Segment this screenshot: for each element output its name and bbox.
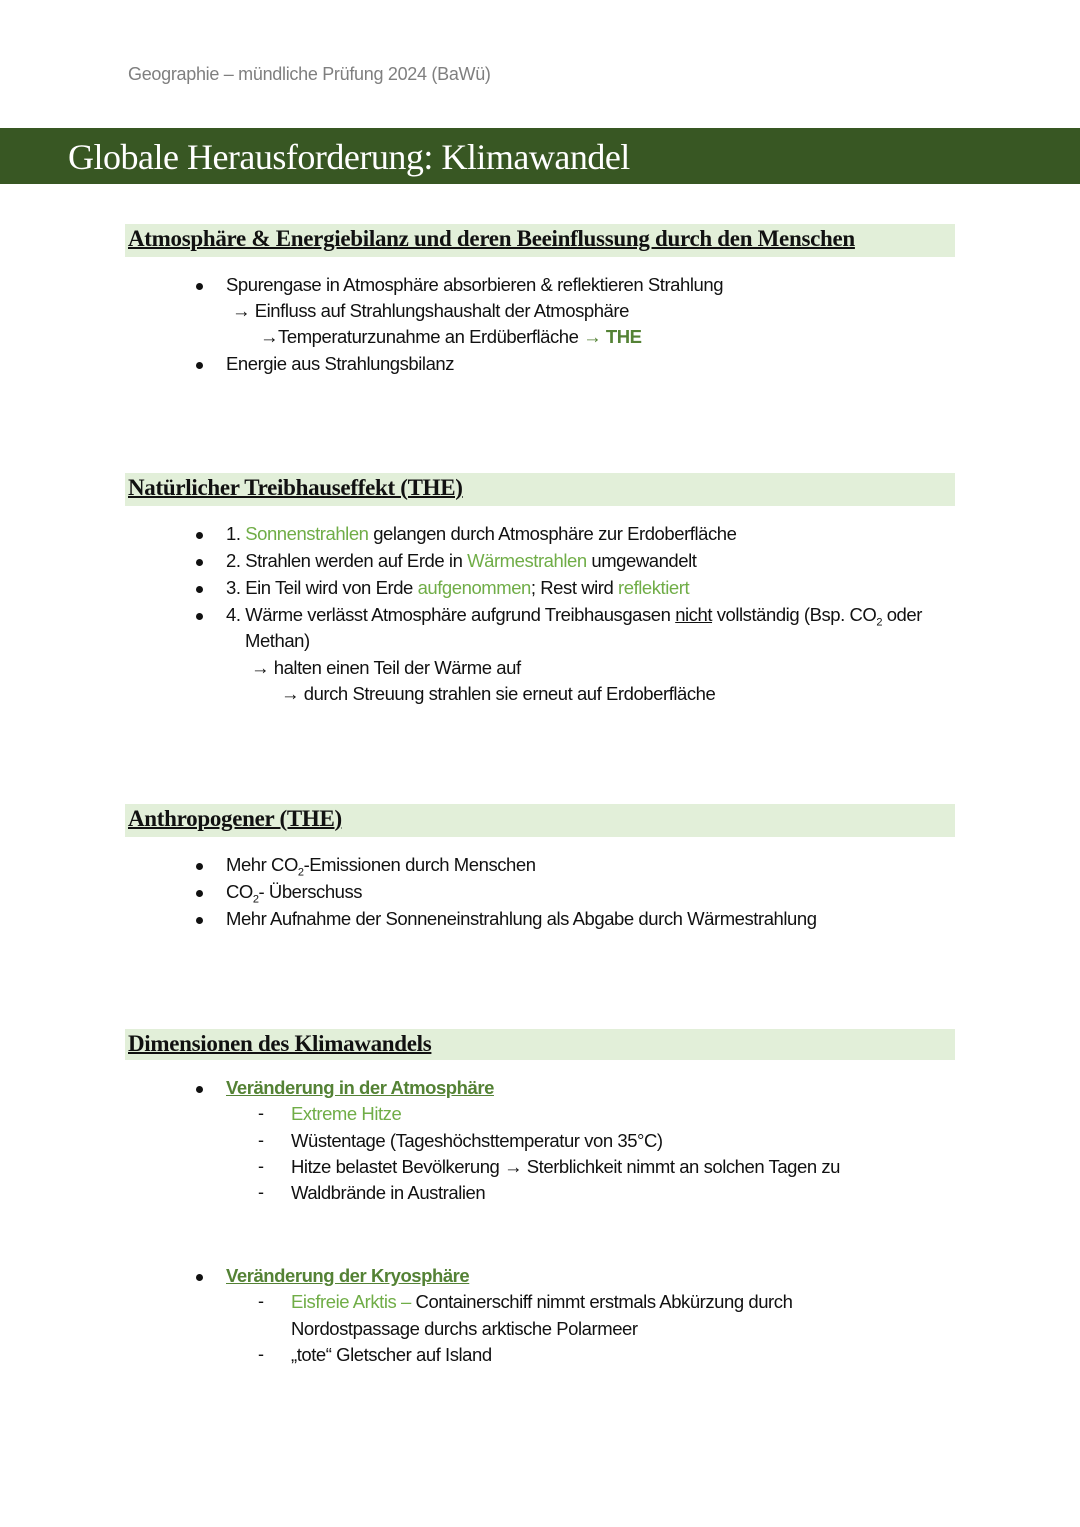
section-heading-atmosphaere bbox=[125, 224, 955, 257]
heading-text: Dimensionen des Klimawandels bbox=[128, 1031, 432, 1056]
list-item bbox=[291, 1291, 792, 1313]
dash-marker: - bbox=[258, 1182, 264, 1202]
bullet-item bbox=[226, 523, 736, 545]
dash-marker: - bbox=[258, 1156, 264, 1176]
underlined: nicht bbox=[675, 604, 713, 625]
text: oder bbox=[882, 604, 922, 625]
subscript: 2 bbox=[297, 866, 304, 879]
list-item: Extreme Hitze bbox=[291, 1103, 402, 1124]
page-header: Geographie – mündliche Prüfung 2024 (BaWü) bbox=[128, 64, 491, 84]
list-item: „tote“ Gletscher auf Island bbox=[291, 1344, 492, 1365]
text: Mehr CO bbox=[226, 854, 298, 875]
text: CO bbox=[226, 881, 253, 902]
bullet-item bbox=[226, 881, 362, 906]
continuation-line: Nordostpassage durchs arktische Polarmeer bbox=[291, 1318, 638, 1339]
dash-marker: - bbox=[258, 1291, 264, 1311]
list-item: Wüstentage (Tageshöchsttemperatur von 35°C) bbox=[291, 1130, 663, 1151]
section-heading-dimensionen bbox=[125, 1029, 955, 1060]
text: 3. Ein Teil wird von Erde bbox=[226, 577, 418, 598]
arrow-line: → halten einen Teil der Wärme auf bbox=[251, 657, 521, 678]
text: umgewandelt bbox=[586, 550, 697, 571]
text: vollständig (Bsp. CO bbox=[712, 604, 877, 625]
continuation-line: Methan) bbox=[245, 630, 310, 651]
text: gelangen durch Atmosphäre zur Erdoberfläche bbox=[368, 523, 737, 544]
bullet-item bbox=[226, 550, 696, 572]
highlight: Eisfreie Arktis – bbox=[291, 1291, 416, 1312]
bullet-item: Spurengase in Atmosphäre absorbieren & reflektieren Strahlung bbox=[226, 274, 724, 295]
highlight: Sonnenstrahlen bbox=[245, 523, 369, 544]
bullet-item: Mehr Aufnahme der Sonneneinstrahlung als Abgabe durch Wärmestrahlung bbox=[226, 908, 817, 929]
text: →Temperaturzunahme an Erdüberfläche bbox=[260, 326, 584, 347]
heading-text: Atmosphäre & Energiebilanz und deren Beeinflussung durch den Menschen bbox=[128, 226, 855, 251]
highlight: Wärmestrahlen bbox=[467, 550, 587, 571]
arrow-line: → durch Streuung strahlen sie erneut auf Erdoberfläche bbox=[281, 683, 716, 704]
dash-marker: - bbox=[258, 1130, 264, 1150]
dash-marker: - bbox=[258, 1103, 264, 1123]
text: ; Rest wird bbox=[530, 577, 619, 598]
list-item: Hitze belastet Bevölkerung → Sterblichkeit nimmt an solchen Tagen zu bbox=[291, 1156, 841, 1177]
section-heading-anthropogener-the bbox=[125, 804, 955, 837]
page-title: Globale Herausforderung: Klimawandel bbox=[68, 137, 630, 177]
bullet-item bbox=[226, 854, 536, 879]
bullet-item bbox=[226, 604, 922, 629]
highlight: aufgenommen bbox=[417, 577, 531, 598]
arrow-line: → Einfluss auf Strahlungshaushalt der Atmosphäre bbox=[232, 300, 629, 321]
subscript: 2 bbox=[876, 616, 883, 629]
bullet-item: Energie aus Strahlungsbilanz bbox=[226, 353, 455, 374]
highlight-the: → THE bbox=[583, 326, 642, 347]
dash-marker: - bbox=[258, 1344, 264, 1364]
highlight: reflektiert bbox=[618, 577, 690, 598]
heading-text: Anthropogener (THE) bbox=[128, 806, 342, 831]
title-banner bbox=[0, 128, 1080, 184]
text: -Emissionen durch Menschen bbox=[303, 854, 536, 875]
heading-text: Natürlicher Treibhauseffekt (THE) bbox=[128, 475, 463, 500]
section-heading-natuerlicher-the bbox=[125, 473, 955, 506]
group-title: Veränderung in der Atmosphäre bbox=[226, 1077, 494, 1098]
text: 2. Strahlen werden auf Erde in bbox=[226, 550, 468, 571]
arrow-line bbox=[260, 326, 642, 348]
subscript: 2 bbox=[252, 893, 259, 906]
text: - Überschuss bbox=[258, 881, 363, 902]
text: Containerschiff nimmt erstmals Abkürzung durch bbox=[415, 1291, 793, 1312]
list-item: Waldbrände in Australien bbox=[291, 1182, 486, 1203]
text: 4. Wärme verlässt Atmosphäre aufgrund Treibhausgasen bbox=[226, 604, 676, 625]
group-title: Veränderung der Kryosphäre bbox=[226, 1265, 470, 1286]
bullet-item bbox=[226, 577, 689, 599]
text: 1. bbox=[226, 523, 246, 544]
